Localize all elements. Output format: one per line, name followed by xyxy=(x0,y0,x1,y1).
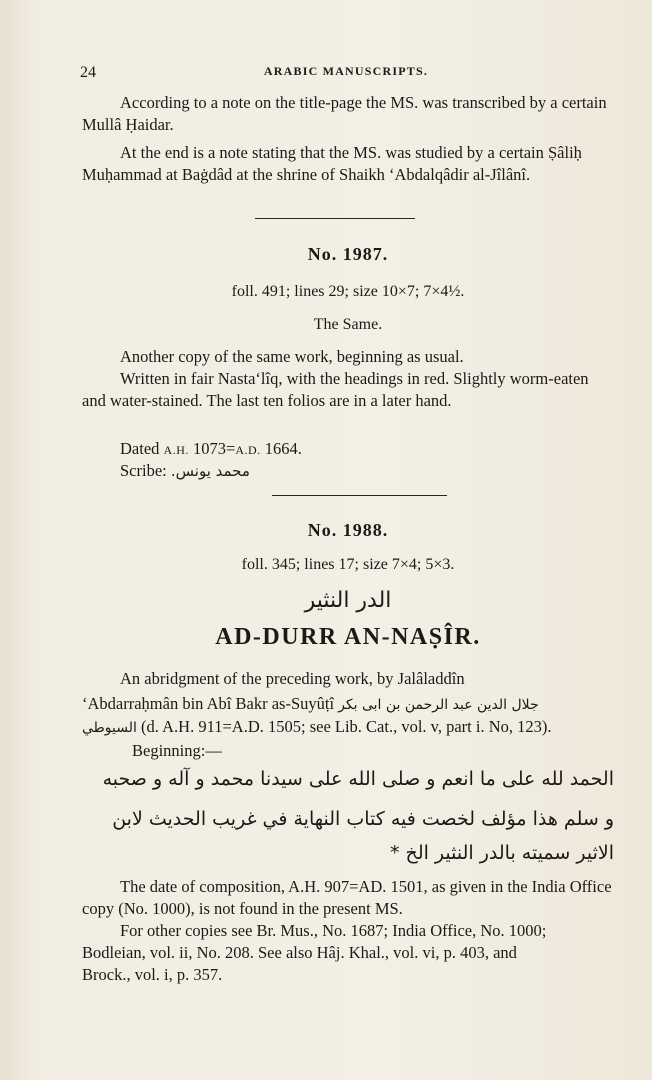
dated-prefix: Dated xyxy=(120,439,160,458)
incipit-line-2: و سلم هذا مؤلف لخصت فيه كتاب النهاية في غريب الحديث لابن xyxy=(112,808,614,830)
running-head xyxy=(80,60,612,84)
collation-1987: foll. 491; lines 29; size 10×7; 7×4½. xyxy=(231,283,465,300)
entry-number-1988: No. 1988. xyxy=(307,520,389,540)
section-divider xyxy=(272,495,447,496)
scribe-name-arabic: محمد يونس. xyxy=(170,462,250,480)
dated-ad-abbrev: A.D. xyxy=(235,443,261,457)
author-dates-reference: (d. A.H. 911=A.D. 1505; see Lib. Cat., vol. v, part i. No, 123). xyxy=(141,717,552,736)
beginning-label: Beginning:— xyxy=(132,741,222,760)
author-nisba-arabic: السيوطي xyxy=(82,720,137,736)
abridgment-line-1: An abridgment of the preceding work, by Jalâladdîn xyxy=(120,669,465,688)
title-1987: The Same. xyxy=(313,316,383,333)
collation-1988: foll. 345; lines 17; size 7×4; 5×3. xyxy=(241,556,455,573)
author-arabic: جلال الدين عبد الرحمن بن ابى بكر xyxy=(338,697,539,713)
section-divider xyxy=(255,218,415,219)
other-copies-note-end: Brock., vol. i, p. 357. xyxy=(82,965,223,984)
title-1988: AD-DURR AN-NAṢÎR. xyxy=(215,624,481,650)
abridgment-line-2 xyxy=(82,693,614,716)
dated-line-1987 xyxy=(82,438,614,461)
page-number: 24 xyxy=(80,64,96,81)
dated-ad-value: 1664. xyxy=(264,439,302,458)
description-1987: Another copy of the same work, beginning as usual. xyxy=(120,347,464,366)
incipit-line-1: الحمد لله على ما انعم و صلى الله على سيدنا محمد و آله و صحبه xyxy=(102,768,614,790)
dated-ah-abbrev: A.H. xyxy=(163,443,189,457)
running-title: ARABIC MANUSCRIPTS. xyxy=(263,64,429,78)
entry-number-1987: No. 1987. xyxy=(307,244,389,264)
other-copies-note: For other copies see Br. Mus., No. 1687; India Office, No. 1000; Bodleian, vol. ii, No. 208. See also Hâj. Khal., vol. vi, p. 403, and xyxy=(82,921,547,962)
composition-note: The date of composition, A.H. 907=AD. 1501, as given in the India Office copy (No. 1000), is not found in the present MS. xyxy=(82,877,612,918)
study-note: At the end is a note stating that the MS. was studied by a certain Ṣâliḥ Muḥammad at Baġdâd at the shrine of Shaikh ‘Abdalqâdir al-Jîlânî. xyxy=(82,143,582,184)
title-arabic-1988: الدر النثير xyxy=(304,588,392,613)
author-transliteration: ‘Abdarraḥmân bin Abî Bakr as-Suyûṭî xyxy=(82,694,335,713)
transcription-note: According to a note on the title-page the MS. was transcribed by a certain Mullâ Ḥaidar. xyxy=(82,93,607,134)
scribe-line-1987 xyxy=(82,460,614,482)
abridgment-line-3 xyxy=(82,716,614,739)
dated-ah-value: 1073= xyxy=(193,439,236,458)
scribe-label: Scribe: xyxy=(120,461,167,480)
description-2-1987: Written in fair Nasta‘lîq, with the headings in red. Slightly worm-eaten and water-stained. The last ten folios are in a later hand. xyxy=(82,369,589,410)
incipit-line-3: الاثير سميته بالدر النثير الخ * xyxy=(390,842,614,864)
